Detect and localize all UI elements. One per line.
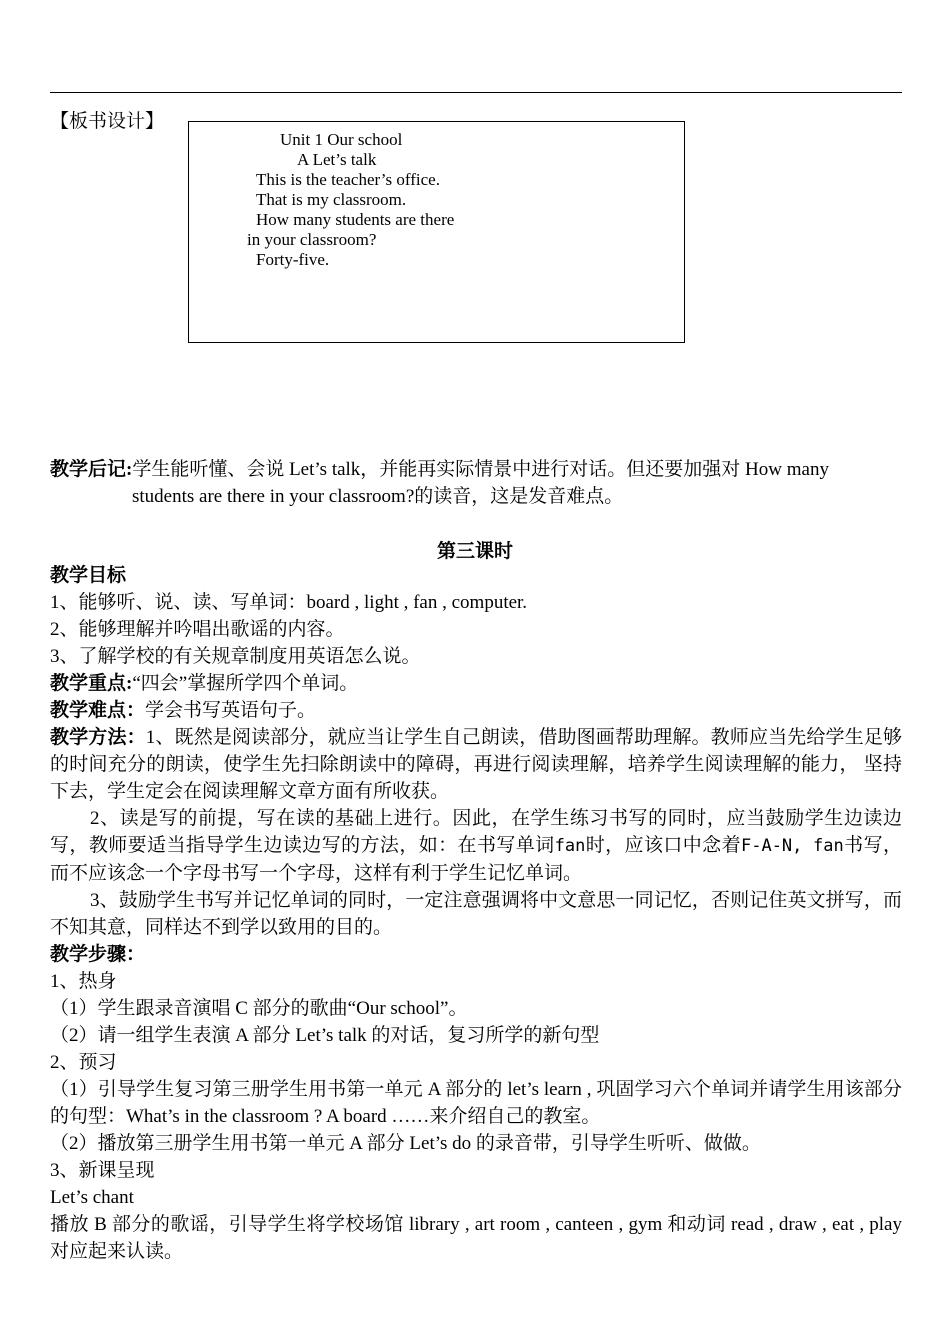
step-item: （2）播放第三册学生用书第一单元 A 部分 Let’s do 的录音带，引导学生听听、做做。 [50, 1133, 761, 1154]
board-design-label: 【板书设计】 [50, 111, 165, 132]
key-point-text: “四会”掌握所学四个单词。 [132, 673, 359, 694]
method-text: 书写， 而不应该念一个字母书写一个字母，这样有利于学生记忆单词。 [50, 835, 902, 884]
key-point-label: 教学重点: [50, 673, 133, 694]
difficulty-text: 学会书写英语句子。 [145, 700, 317, 721]
step-item: （1）引导学生复习第三册学生用书第一单元 A 部分的 let’s learn , 巩固学习六个单词并请学生用该部分的句型：What’s in the classroom ? A board ……来介绍自己的教室。 [50, 1079, 902, 1127]
method-paragraph [50, 805, 902, 887]
objectives-heading: 教学目标 [50, 565, 127, 586]
postscript-label: 教学后记: [50, 459, 133, 480]
difficulty-label: 教学难点： [50, 700, 146, 721]
method-text: 1、既然是阅读部分，就应当让学生自己朗读，借助图画帮助理解。教师应当先给学生足够的时间充分的朗读，使学生先扫除朗读中的障碍，再进行阅读理解，培养学生阅读理解的能力， 坚持下去，学生定会在阅读理解文章方面有所收获。 [50, 727, 902, 802]
lesson-body [50, 562, 902, 1265]
method-label: 教学方法： [50, 727, 146, 748]
method-paragraph: 3、鼓励学生书写并记忆单词的同时，一定注意强调将中文意思一同记忆，否则记住英文拼写，而不知其意，同样达不到学以致用的目的。 [50, 890, 902, 938]
board-line: A Let’s talk [297, 150, 377, 169]
method-text: 时，应该口中念着 [585, 835, 741, 856]
objective-item: 1、能够听、说、读、写单词：board , light , fan , computer. [50, 592, 528, 613]
step-item: （1）学生跟录音演唱 C 部分的歌曲“Our school”。 [50, 998, 468, 1019]
steps-heading: 教学步骤： [50, 944, 146, 965]
lesson-heading: 第三课时 [436, 541, 513, 562]
method-word: F-A-N, fan [740, 836, 844, 856]
method-text: 2、读是写的前提，写在读的基础上进行。因此，在学生练习书写的同时，应当鼓励学生边读边写，教师要适当指导学生边读边写的方法，如：在书写单词 [50, 808, 902, 856]
board-line: in your classroom? [247, 230, 377, 249]
step-title: 1、热身 [50, 971, 117, 992]
step-item: 播放 B 部分的歌谣，引导学生将学校场馆 library , art room , canteen , gym 和动词 read , draw , eat , play 对应起来认读。 [50, 1214, 902, 1262]
method-paragraph [50, 724, 902, 805]
step-item: （2）请一组学生表演 A 部分 Let’s talk 的对话，复习所学的新句型 [50, 1025, 600, 1046]
board-design-box [188, 121, 685, 343]
difficulty [50, 697, 902, 724]
header-rule [50, 92, 902, 93]
key-point [50, 670, 902, 697]
postscript-text: 学生能听懂、会说 Let’s talk，并能再实际情景中进行对话。但还要加强对 How many [132, 459, 829, 480]
board-line: Unit 1 Our school [280, 130, 403, 149]
postscript-text-cont: students are there in your classroom?的读音，这是发音难点。 [132, 486, 624, 507]
step-subtitle: Let’s chant [50, 1187, 134, 1208]
board-line: This is the teacher’s office. [256, 170, 440, 189]
objective-item: 2、能够理解并吟唱出歌谣的内容。 [50, 619, 345, 640]
board-line: How many students are there [256, 210, 455, 229]
teaching-postscript [50, 456, 902, 510]
step-title: 3、新课呈现 [50, 1160, 155, 1181]
board-line: That is my classroom. [256, 190, 407, 209]
board-line: Forty-five. [256, 250, 330, 269]
method-word: fan [554, 836, 586, 856]
objective-item: 3、了解学校的有关规章制度用英语怎么说。 [50, 646, 421, 667]
step-title: 2、预习 [50, 1052, 117, 1073]
